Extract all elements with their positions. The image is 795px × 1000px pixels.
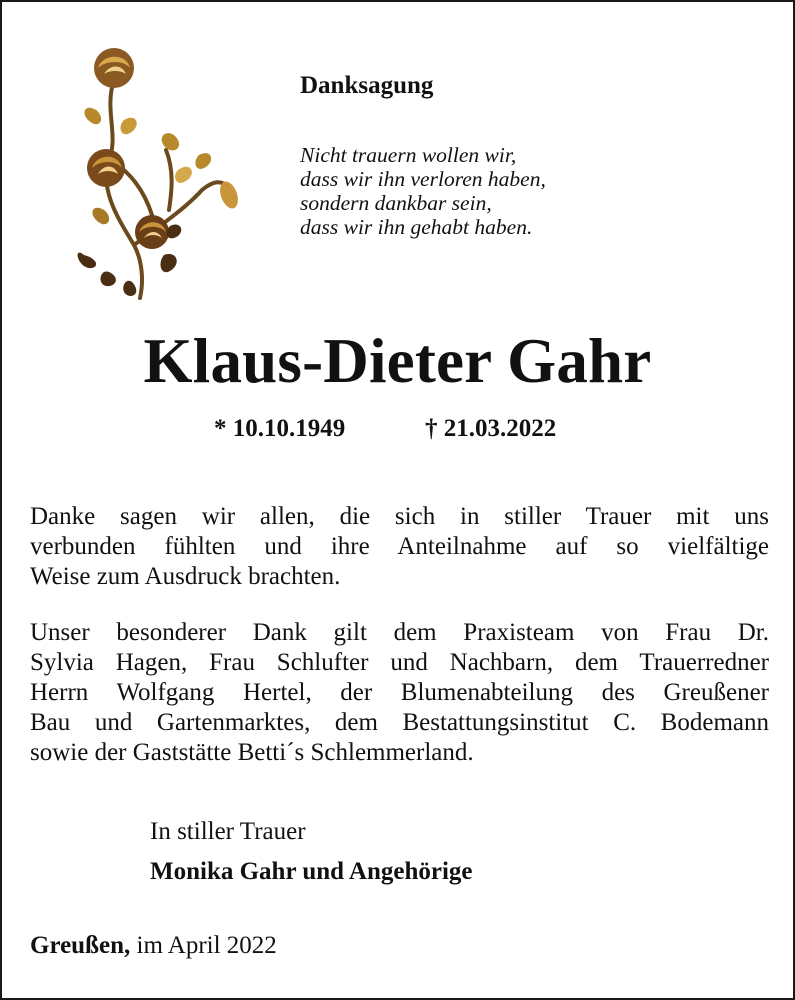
poem-line: sondern dankbar sein, <box>300 191 492 215</box>
special-thanks-paragraph <box>30 618 769 768</box>
heading-danksagung: Danksagung <box>300 72 434 99</box>
deceased-name: Klaus-Dieter Gahr <box>143 326 652 396</box>
poem-line: dass wir ihn gehabt haben. <box>300 215 533 239</box>
paragraph-line: Weise zum Ausdruck brachten. <box>30 563 341 590</box>
signature-intro: In stiller Trauer <box>150 818 306 845</box>
paragraph-line: Unser besonderer Dank gilt dem Praxisteam von Frau Dr. <box>30 619 769 646</box>
signature-names: Monika Gahr und Angehörige <box>150 858 473 885</box>
poem-line: Nicht trauern wollen wir, <box>300 143 517 167</box>
place-name: Greußen, <box>30 932 131 959</box>
poem <box>300 143 546 239</box>
thanks-paragraph <box>30 502 769 592</box>
place-date <box>30 932 277 960</box>
paragraph-line: Sylvia Hagen, Frau Schlufter und Nachbarn, dem Trauerredner <box>30 649 769 676</box>
paragraph-line: Danke sagen wir allen, die sich in stiller Trauer mit uns <box>30 503 769 530</box>
paragraph-line: Bau und Gartenmarktes, dem Bestattungsinstitut C. Bodemann <box>30 709 769 736</box>
rose-icon <box>74 40 244 302</box>
paragraph-line: verbunden fühlten und ihre Anteilnahme auf so vielfältige <box>30 533 769 560</box>
death-date: † 21.03.2022 <box>425 415 557 442</box>
birth-date: * 10.10.1949 <box>214 415 346 442</box>
poem-line: dass wir ihn verloren haben, <box>300 167 546 191</box>
date-text: im April 2022 <box>130 932 277 959</box>
paragraph-line: Herrn Wolfgang Hertel, der Blumenabteilung des Greußener <box>30 679 769 706</box>
paragraph-line: sowie der Gaststätte Betti´s Schlemmerland. <box>30 739 474 766</box>
